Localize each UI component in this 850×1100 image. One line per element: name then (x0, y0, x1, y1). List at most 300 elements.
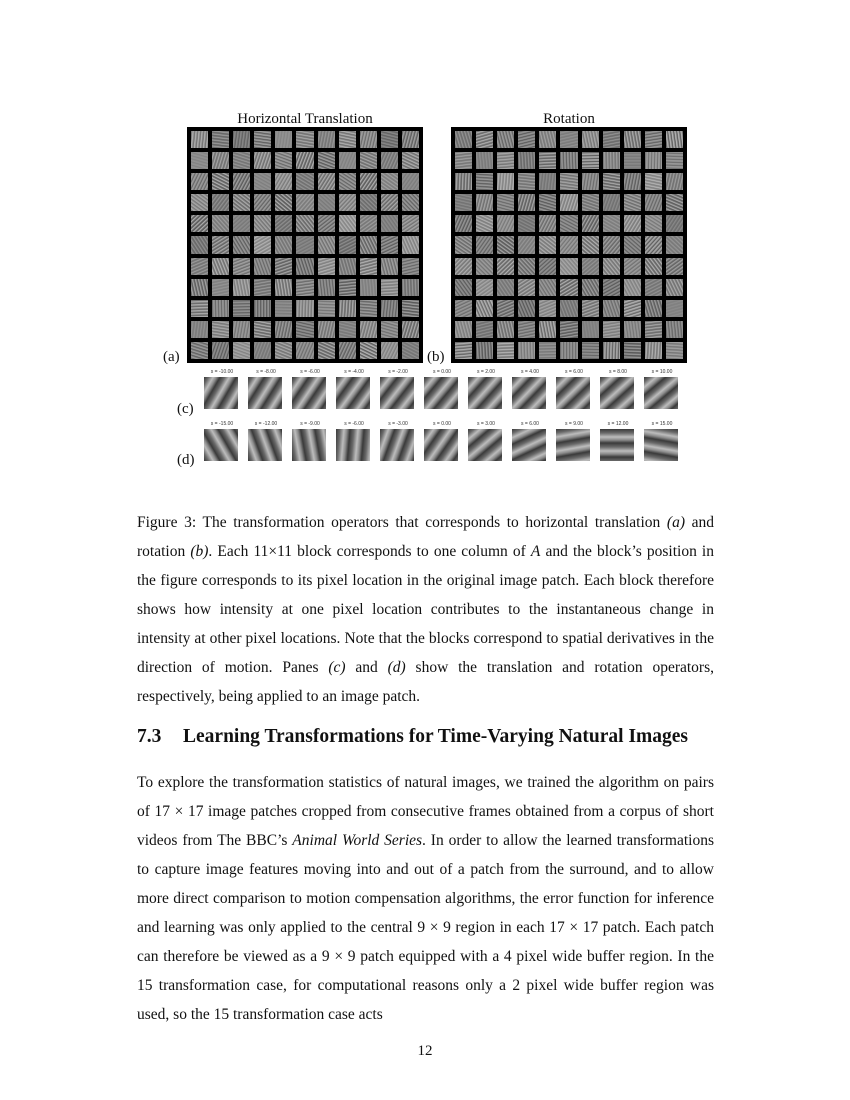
operator-block (603, 279, 620, 296)
operator-block (476, 300, 493, 317)
operator-block (497, 236, 514, 253)
image-patch (556, 429, 590, 461)
operator-block (233, 131, 250, 148)
operator-block (518, 194, 535, 211)
operator-block (275, 321, 292, 338)
image-patch (204, 377, 238, 409)
operator-block (539, 152, 556, 169)
operator-block (666, 152, 683, 169)
operator-block (254, 131, 271, 148)
translation-operator-grid (187, 127, 423, 363)
operator-block (381, 342, 398, 359)
transformed-patch-frame (464, 419, 508, 461)
image-patch (644, 429, 678, 461)
operator-block (254, 279, 271, 296)
operator-block (624, 131, 641, 148)
operator-block (402, 173, 419, 190)
operator-block (339, 215, 356, 232)
operator-block (191, 236, 208, 253)
image-patch (468, 429, 502, 461)
operator-block (212, 258, 229, 275)
image-patch (424, 429, 458, 461)
operator-block (645, 152, 662, 169)
operator-block (582, 173, 599, 190)
patch-parameter-label: s = 9.00 (565, 421, 583, 427)
operator-block (603, 173, 620, 190)
operator-block (497, 342, 514, 359)
operator-block (476, 131, 493, 148)
page-number: 12 (417, 1043, 433, 1059)
transformed-patch-frame (596, 419, 640, 461)
transformed-patch-frame (420, 367, 464, 409)
operator-block (191, 173, 208, 190)
figure-caption: Figure 3: The transformation operators that corresponds to horizontal translation (a) and rotation (b). Each 11×11 block corresponds to one column of A and the block’s position in the figure corresponds to its pixel location in the original image patch. Each block therefore shows how intensity at one pixel location contributes to the instantaneous change in intensity at other pixel locations. Note that the blocks correspond to spatial derivatives in the direction of motion. Panes (c) and (d) show the translation and rotation operators, respectively, being applied to an image patch. (137, 514, 714, 705)
operator-block (666, 215, 683, 232)
operator-block (296, 131, 313, 148)
operator-block (582, 236, 599, 253)
operator-block (582, 321, 599, 338)
operator-block (212, 342, 229, 359)
patch-parameter-label: s = 8.00 (609, 369, 627, 375)
transformed-patch-frame (244, 367, 288, 409)
operator-block (518, 258, 535, 275)
operator-block (560, 236, 577, 253)
patch-parameter-label: s = -6.00 (300, 369, 320, 375)
section-heading (137, 726, 688, 748)
operator-block (318, 173, 335, 190)
operator-block (539, 321, 556, 338)
body-paragraph: To explore the transformation statistics of natural images, we trained the algorithm on pairs of 17 × 17 image patches cropped from consecutive frames obtained from a corpus of short videos from The BBC’s Animal World Series. In order to allow the learned transformations to capture image features moving into and out of a patch from the surround, and to allow more direct comparison to motion compensation algorithms, the error function for inference and learning was only applied to the central 9 × 9 region in each 17 × 17 patch. Each patch can therefore be viewed as a 9 × 9 patch equipped with a 4 pixel wide buffer region. In the 15 transformation case, for computational reasons only a 2 pixel wide buffer region was used, so the 15 transformation case acts (137, 774, 715, 1023)
operator-block (191, 152, 208, 169)
operator-block (518, 279, 535, 296)
operator-block (191, 279, 208, 296)
operator-block (381, 173, 398, 190)
translation-sequence (200, 367, 684, 409)
operator-block (645, 215, 662, 232)
operator-block (254, 173, 271, 190)
image-patch (512, 429, 546, 461)
patch-parameter-label: s = 6.00 (565, 369, 583, 375)
operator-block (497, 173, 514, 190)
image-patch (336, 429, 370, 461)
operator-block (666, 236, 683, 253)
operator-block (318, 258, 335, 275)
operator-block (518, 236, 535, 253)
operator-block (360, 215, 377, 232)
operator-block (296, 173, 313, 190)
operator-block (645, 131, 662, 148)
operator-block (476, 321, 493, 338)
operator-block (339, 236, 356, 253)
operator-block (603, 321, 620, 338)
transformed-patch-frame (420, 419, 464, 461)
operator-block (191, 258, 208, 275)
operator-block (455, 131, 472, 148)
operator-block (212, 131, 229, 148)
operator-block (318, 279, 335, 296)
operator-block (233, 236, 250, 253)
operator-block (296, 258, 313, 275)
operator-block (275, 173, 292, 190)
operator-block (318, 300, 335, 317)
operator-block (212, 194, 229, 211)
operator-block (318, 236, 335, 253)
operator-block (318, 131, 335, 148)
image-patch (248, 377, 282, 409)
operator-block (497, 215, 514, 232)
operator-block (603, 131, 620, 148)
operator-block (518, 342, 535, 359)
image-patch (512, 377, 546, 409)
operator-block (560, 131, 577, 148)
operator-block (381, 215, 398, 232)
operator-block (476, 236, 493, 253)
operator-block (560, 173, 577, 190)
patch-parameter-label: s = 15.00 (651, 421, 673, 427)
operator-block (233, 300, 250, 317)
patch-parameter-label: s = -3.00 (388, 421, 408, 427)
operator-block (582, 194, 599, 211)
operator-block (233, 258, 250, 275)
operator-block (254, 152, 271, 169)
operator-block (212, 152, 229, 169)
transformed-patch-frame (376, 367, 420, 409)
operator-block (666, 342, 683, 359)
operator-block (624, 342, 641, 359)
image-patch (336, 377, 370, 409)
operator-block (275, 279, 292, 296)
operator-block (497, 194, 514, 211)
operator-block (518, 152, 535, 169)
operator-block (381, 279, 398, 296)
operator-block (455, 279, 472, 296)
operator-block (560, 321, 577, 338)
operator-block (233, 342, 250, 359)
operator-block (212, 321, 229, 338)
operator-block (402, 194, 419, 211)
operator-block (254, 194, 271, 211)
operator-block (624, 321, 641, 338)
transformed-patch-frame (288, 419, 332, 461)
operator-block (296, 215, 313, 232)
operator-block (560, 279, 577, 296)
transformed-patch-frame (376, 419, 420, 461)
operator-block (666, 194, 683, 211)
operator-block (212, 215, 229, 232)
operator-block (666, 131, 683, 148)
operator-block (318, 152, 335, 169)
operator-block (624, 215, 641, 232)
figure-3 (0, 0, 850, 480)
image-patch (424, 377, 458, 409)
operator-block (339, 258, 356, 275)
operator-block (560, 152, 577, 169)
operator-block (381, 321, 398, 338)
operator-block (582, 279, 599, 296)
operator-block (296, 342, 313, 359)
operator-block (624, 236, 641, 253)
operator-block (381, 131, 398, 148)
operator-block (254, 215, 271, 232)
operator-block (275, 342, 292, 359)
operator-block (497, 321, 514, 338)
operator-block (603, 194, 620, 211)
operator-block (339, 300, 356, 317)
image-patch (380, 429, 414, 461)
operator-block (455, 236, 472, 253)
operator-block (402, 131, 419, 148)
operator-block (645, 300, 662, 317)
operator-block (402, 342, 419, 359)
operator-block (296, 236, 313, 253)
operator-block (666, 279, 683, 296)
operator-block (560, 342, 577, 359)
operator-block (539, 236, 556, 253)
operator-block (381, 300, 398, 317)
operator-block (455, 194, 472, 211)
operator-block (339, 194, 356, 211)
panel-label-a: (a) (163, 349, 180, 365)
operator-block (275, 215, 292, 232)
transformed-patch-frame (508, 367, 552, 409)
operator-block (233, 173, 250, 190)
image-patch (204, 429, 238, 461)
operator-block (402, 152, 419, 169)
operator-block (402, 321, 419, 338)
transformed-patch-frame (596, 367, 640, 409)
operator-block (402, 258, 419, 275)
operator-block (402, 300, 419, 317)
operator-block (539, 258, 556, 275)
operator-block (476, 342, 493, 359)
operator-block (624, 173, 641, 190)
operator-block (381, 152, 398, 169)
operator-block (582, 300, 599, 317)
operator-block (645, 321, 662, 338)
patch-parameter-label: s = -4.00 (344, 369, 364, 375)
patch-parameter-label: s = 4.00 (521, 369, 539, 375)
operator-block (275, 152, 292, 169)
image-patch (644, 377, 678, 409)
operator-block (339, 173, 356, 190)
transformed-patch-frame (244, 419, 288, 461)
panel-label-c: (c) (177, 401, 194, 417)
operator-block (603, 258, 620, 275)
patch-parameter-label: s = 2.00 (477, 369, 495, 375)
operator-block (582, 258, 599, 275)
operator-block (360, 279, 377, 296)
operator-block (603, 215, 620, 232)
transformed-patch-frame (332, 367, 376, 409)
operator-block (560, 300, 577, 317)
patch-parameter-label: s = 10.00 (651, 369, 673, 375)
operator-block (339, 342, 356, 359)
patch-parameter-label: s = -9.00 (300, 421, 320, 427)
operator-block (381, 194, 398, 211)
transformed-patch-frame (332, 419, 376, 461)
operator-block (191, 131, 208, 148)
operator-block (560, 194, 577, 211)
operator-block (476, 215, 493, 232)
transformed-patch-frame (200, 419, 244, 461)
operator-block (318, 342, 335, 359)
operator-block (402, 215, 419, 232)
operator-block (296, 152, 313, 169)
operator-block (318, 215, 335, 232)
operator-block (645, 258, 662, 275)
operator-block (518, 173, 535, 190)
operator-block (233, 279, 250, 296)
transformed-patch-frame (552, 367, 596, 409)
operator-block (518, 321, 535, 338)
operator-block (360, 194, 377, 211)
panel-label-b: (b) (427, 349, 445, 365)
operator-block (339, 152, 356, 169)
operator-block (624, 194, 641, 211)
operator-block (339, 279, 356, 296)
operator-block (476, 279, 493, 296)
operator-block (624, 279, 641, 296)
operator-block (233, 215, 250, 232)
operator-block (476, 173, 493, 190)
operator-block (191, 321, 208, 338)
operator-block (233, 321, 250, 338)
operator-block (296, 194, 313, 211)
patch-parameter-label: s = -2.00 (388, 369, 408, 375)
operator-block (275, 258, 292, 275)
operator-block (381, 236, 398, 253)
operator-block (360, 258, 377, 275)
image-patch (292, 377, 326, 409)
operator-block (603, 152, 620, 169)
operator-block (645, 173, 662, 190)
operator-block (381, 258, 398, 275)
operator-block (254, 300, 271, 317)
operator-block (539, 173, 556, 190)
image-patch (600, 429, 634, 461)
operator-block (645, 342, 662, 359)
operator-block (582, 342, 599, 359)
operator-block (476, 152, 493, 169)
operator-block (233, 194, 250, 211)
section-number: 7.3 (137, 726, 162, 747)
operator-block (233, 152, 250, 169)
operator-block (497, 258, 514, 275)
operator-block (603, 300, 620, 317)
operator-block (476, 258, 493, 275)
operator-block (191, 215, 208, 232)
image-patch (600, 377, 634, 409)
operator-block (560, 258, 577, 275)
operator-block (296, 300, 313, 317)
operator-block (539, 279, 556, 296)
operator-block (560, 215, 577, 232)
operator-block (645, 236, 662, 253)
operator-block (212, 173, 229, 190)
operator-block (254, 321, 271, 338)
operator-block (212, 236, 229, 253)
operator-block (296, 321, 313, 338)
operator-block (360, 321, 377, 338)
patch-parameter-label: s = 0.00 (433, 421, 451, 427)
patch-parameter-label: s = 12.00 (607, 421, 629, 427)
operator-block (666, 321, 683, 338)
patch-parameter-label: s = -10.00 (210, 369, 234, 375)
image-patch (556, 377, 590, 409)
operator-block (360, 131, 377, 148)
title-horizontal-translation: Horizontal Translation (237, 111, 373, 127)
transformed-patch-frame (508, 419, 552, 461)
transformed-patch-frame (200, 367, 244, 409)
operator-block (254, 236, 271, 253)
operator-block (497, 279, 514, 296)
operator-block (624, 152, 641, 169)
operator-block (666, 173, 683, 190)
operator-block (254, 258, 271, 275)
operator-block (360, 152, 377, 169)
title-rotation: Rotation (543, 111, 595, 127)
patch-parameter-label: s = 3.00 (477, 421, 495, 427)
operator-block (645, 279, 662, 296)
operator-block (339, 321, 356, 338)
operator-block (476, 194, 493, 211)
operator-block (360, 300, 377, 317)
operator-block (539, 194, 556, 211)
operator-block (318, 194, 335, 211)
operator-block (518, 300, 535, 317)
operator-block (275, 300, 292, 317)
rotation-sequence (200, 419, 684, 461)
patch-parameter-label: s = 6.00 (521, 421, 539, 427)
operator-block (275, 194, 292, 211)
operator-block (360, 173, 377, 190)
operator-block (455, 152, 472, 169)
operator-block (275, 236, 292, 253)
operator-block (539, 300, 556, 317)
transformed-patch-frame (640, 419, 684, 461)
patch-parameter-label: s = 0.00 (433, 369, 451, 375)
operator-block (624, 258, 641, 275)
operator-block (191, 342, 208, 359)
transformed-patch-frame (640, 367, 684, 409)
operator-block (497, 152, 514, 169)
image-patch (292, 429, 326, 461)
operator-block (318, 321, 335, 338)
operator-block (402, 236, 419, 253)
operator-block (455, 258, 472, 275)
operator-block (455, 342, 472, 359)
section-title: Learning Transformations for Time-Varying Natural Images (183, 726, 689, 747)
operator-block (360, 236, 377, 253)
operator-block (212, 279, 229, 296)
operator-block (497, 131, 514, 148)
operator-block (402, 279, 419, 296)
patch-parameter-label: s = -6.00 (344, 421, 364, 427)
operator-block (191, 194, 208, 211)
operator-block (539, 215, 556, 232)
operator-block (212, 300, 229, 317)
operator-block (275, 131, 292, 148)
operator-block (582, 152, 599, 169)
operator-block (666, 300, 683, 317)
operator-block (539, 131, 556, 148)
patch-parameter-label: s = -12.00 (254, 421, 278, 427)
patch-parameter-label: s = -8.00 (256, 369, 276, 375)
operator-block (666, 258, 683, 275)
operator-block (455, 173, 472, 190)
operator-block (603, 342, 620, 359)
operator-block (339, 131, 356, 148)
